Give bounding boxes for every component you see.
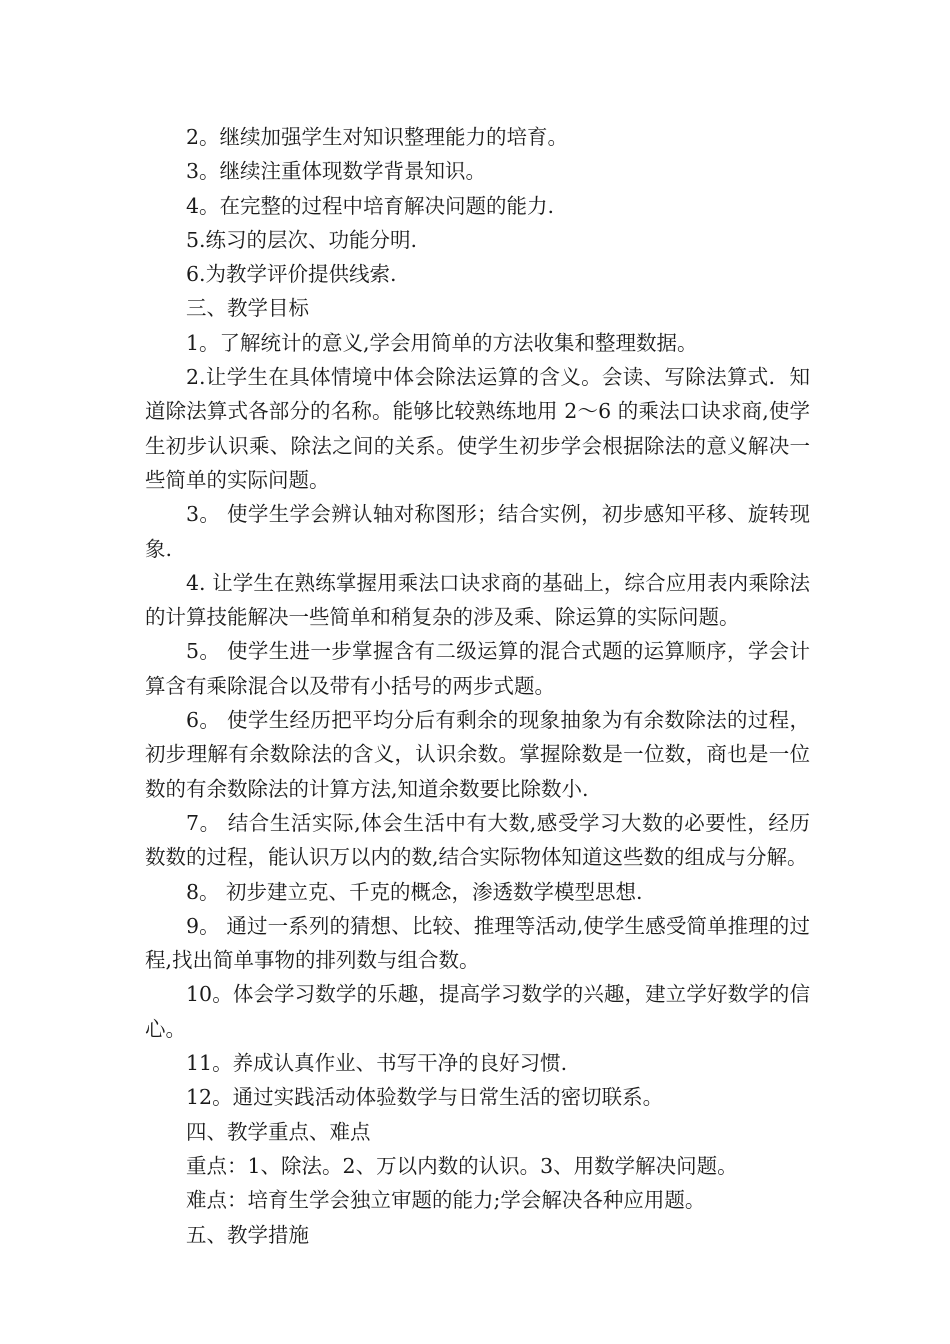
goal-item-8: 8。 初步建立克、千克的概念，渗透数学模型思想. bbox=[186, 879, 643, 904]
goal-item-1: 1。了解统计的意义,学会用简单的方法收集和整理数据。 bbox=[186, 330, 698, 355]
difficult-points-text: 难点：培育生学会独立审题的能力;学会解决各种应用题。 bbox=[186, 1188, 706, 1213]
list-item-6: 6.为教学评价提供线索. bbox=[186, 262, 397, 287]
list-item-5: 5.练习的层次、功能分明. bbox=[186, 227, 418, 252]
section-heading-key-points: 四、教学重点、难点 bbox=[186, 1119, 371, 1144]
goal-item-5: 5。 使学生进一步掌握含有二级运算的混合式题的运算顺序，学会计算含有乘除混合以及带有小括号的两步式题。 bbox=[145, 639, 810, 698]
goal-item-9: 9。 通过一系列的猜想、比较、推理等活动,使学生感受简单推理的过程,找出简单事物的排列数与组合数。 bbox=[145, 913, 810, 973]
goal-item-7: 7。 结合生活实际,体会生活中有大数,感受学习大数的必要性，经历数数的过程，能认识万以内的数,结合实际物体知道这些数的组成与分解。 bbox=[145, 810, 810, 870]
goal-item-10: 10。体会学习数学的乐趣，提高学习数学的兴趣，建立学好数学的信心。 bbox=[145, 982, 810, 1041]
key-points-text: 重点：1、除法。2、万以内数的认识。3、用数学解决问题。 bbox=[186, 1153, 738, 1178]
goal-item-12: 12。通过实践活动体验数学与日常生活的密切联系。 bbox=[186, 1085, 664, 1110]
goal-item-4: 4. 让学生在熟练掌握用乘法口诀求商的基础上，综合应用表内乘除法的计算技能解决一些简单和稍复杂的涉及乘、除运算的实际问题。 bbox=[145, 570, 810, 630]
goal-item-6: 6。 使学生经历把平均分后有剩余的现象抽象为有余数除法的过程，初步理解有余数除法的含义，认识余数。掌握除数是一位数，商也是一位数的有余数除法的计算方法,知道余数要比除数小. bbox=[145, 708, 810, 801]
section-heading-teaching-goals: 三、教学目标 bbox=[186, 296, 309, 321]
goal-item-2: 2.让学生在具体情境中体会除法运算的含义。会读、写除法算式．知道除法算式各部分的名称。能够比较熟练地用 2～6 的乘法口诀求商,使学生初步认识乘、除法之间的关系。使学生初步学会根据除法的意义解决一些简单的实际问题。 bbox=[145, 365, 810, 492]
goal-item-11: 11。养成认真作业、书写干净的良好习惯. bbox=[186, 1051, 568, 1076]
document-body bbox=[145, 120, 810, 1252]
section-heading-teaching-measures: 五、教学措施 bbox=[186, 1222, 309, 1247]
list-item-3: 3。继续注重体现数学背景知识。 bbox=[186, 159, 487, 184]
goal-item-3: 3。 使学生学会辨认轴对称图形；结合实例，初步感知平移、旋转现象. bbox=[145, 502, 810, 561]
list-item-4: 4。在完整的过程中培育解决问题的能力. bbox=[186, 193, 555, 218]
list-item-2: 2。继续加强学生对知识整理能力的培育。 bbox=[186, 125, 569, 149]
